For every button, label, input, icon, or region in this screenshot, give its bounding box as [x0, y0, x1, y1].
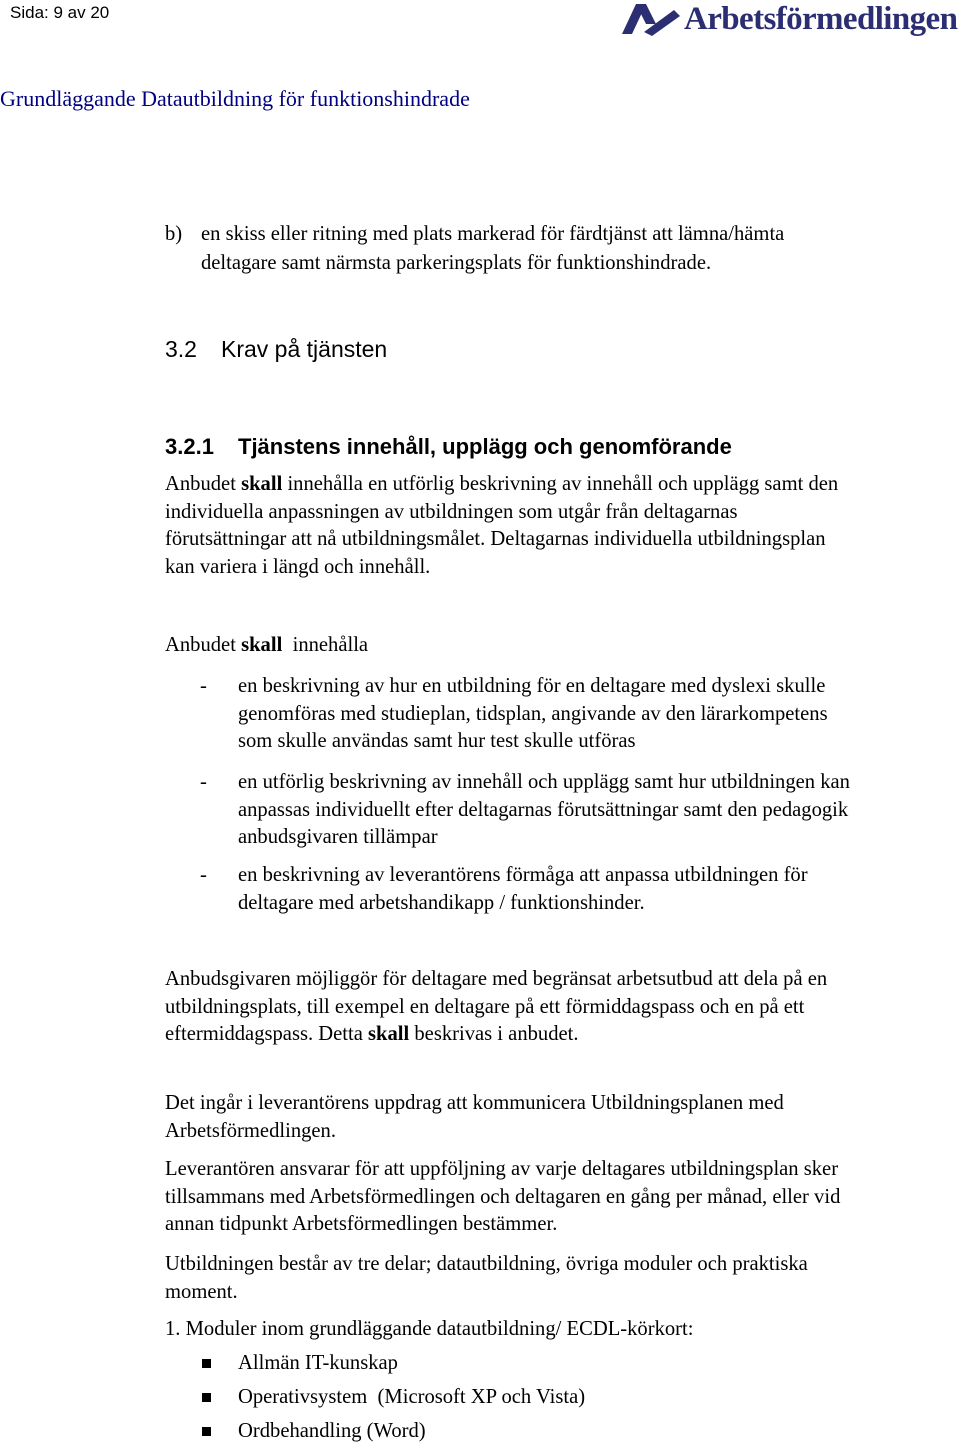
bullet-text: Operativsystem (Microsoft XP och Vista) [238, 1386, 586, 1408]
text-line: moment. [165, 1280, 238, 1303]
text-line: Arbetsförmedlingen. [165, 1119, 336, 1142]
text-line: genomföras med studieplan, tidsplan, angivande av den lärarkompetens [238, 702, 828, 725]
list-dash: - [200, 675, 207, 697]
text-line: en skiss eller ritning med plats markerad för färdtjänst att lämna/hämta [201, 223, 785, 245]
arbetsformedlingen-logo-icon [622, 2, 680, 36]
paragraph-anbudet-skall [165, 471, 945, 581]
text-line: kan variera i längd och innehåll. [165, 555, 431, 578]
text-line: Anbudet skall innehålla en utförlig beskrivning av innehåll och upplägg samt den [165, 473, 839, 495]
section-number: 3.2 [165, 336, 197, 362]
section-heading-3-2 [165, 336, 387, 363]
text-line: Leverantören ansvarar för att uppföljning av varje deltagares utbildningsplan sker [165, 1158, 839, 1180]
paragraph-kommunicera [165, 1090, 945, 1145]
square-bullet-icon [202, 1359, 211, 1368]
text-line: Anbudsgivaren möjliggör för deltagare med begränsat arbetsutbud att dela på en [165, 968, 828, 990]
bullet-text: Allmän IT-kunskap [238, 1352, 398, 1374]
text-line: individuella anpassningen av utbildningen som utgår från deltagarnas [165, 500, 738, 523]
text-line: deltagare med arbetshandikapp / funktionshinder. [238, 891, 645, 914]
square-bullet-icon [202, 1393, 211, 1402]
document-title: Grundläggande Datautbildning för funktionshindrade [0, 86, 470, 111]
section-number: 3.2.1 [165, 434, 214, 459]
text-line: anpassas individuellt efter deltagarnas förutsättningar samt den pedagogik [238, 798, 849, 821]
list-dash: - [200, 864, 207, 886]
text-line: en beskrivning av leverantörens förmåga att anpassa utbildningen för [238, 864, 808, 886]
list-marker: b) [165, 223, 183, 245]
numbered-list-item: 1. Moduler inom grundläggande datautbildning/ ECDL-körkort: [165, 1318, 694, 1340]
text-line: Utbildningen består av tre delar; datautbildning, övriga moduler och praktiska [165, 1253, 808, 1275]
text-line: deltagare samt närmsta parkeringsplats för funktionshindrade. [201, 252, 712, 274]
logo-text: Arbetsförmedlingen [684, 1, 958, 37]
text-line: eftermiddagspass. Detta skall beskrivas i anbudet. [165, 1023, 579, 1045]
arbetsformedlingen-logo [622, 0, 958, 44]
square-bullet-icon [202, 1427, 211, 1436]
page-number: Sida: 9 av 20 [10, 3, 110, 22]
text-line: tillsammans med Arbetsförmedlingen och deltagaren en gång per månad, eller vid [165, 1185, 841, 1208]
list-dash: - [200, 771, 207, 793]
paragraph-uppfoljning [165, 1156, 945, 1239]
list-item-text [201, 220, 921, 278]
paragraph-tre-delar [165, 1251, 945, 1306]
paragraph-anbudsgivaren [165, 966, 945, 1049]
text-line: en beskrivning av hur en utbildning för en deltagare med dyslexi skulle [238, 675, 826, 697]
section-title: Tjänstens innehåll, upplägg och genomförande [238, 434, 732, 459]
text-line: utbildningsplats, till exempel en deltagare på ett förmiddagspass och en på ett [165, 995, 805, 1018]
section-heading-3-2-1 [165, 434, 732, 460]
text-line: förutsättningar att nå utbildningsmålet. Deltagarnas individuella utbildningsplan [165, 528, 826, 550]
text-line: en utförlig beskrivning av innehåll och upplägg samt hur utbildningen kan [238, 771, 850, 793]
section-title: Krav på tjänsten [221, 336, 388, 362]
text-line: Det ingår i leverantörens uppdrag att kommunicera Utbildningsplanen med [165, 1092, 784, 1114]
paragraph-anbudet-innehalla: Anbudet skall innehålla [165, 634, 369, 656]
bullet-text: Ordbehandling (Word) [238, 1420, 426, 1442]
text-line: anbudsgivaren tillämpar [238, 826, 438, 848]
text-line: annan tidpunkt Arbetsförmedlingen bestämmer. [165, 1213, 558, 1235]
text-line: som skulle användas samt hur test skulle utföras [238, 730, 636, 752]
